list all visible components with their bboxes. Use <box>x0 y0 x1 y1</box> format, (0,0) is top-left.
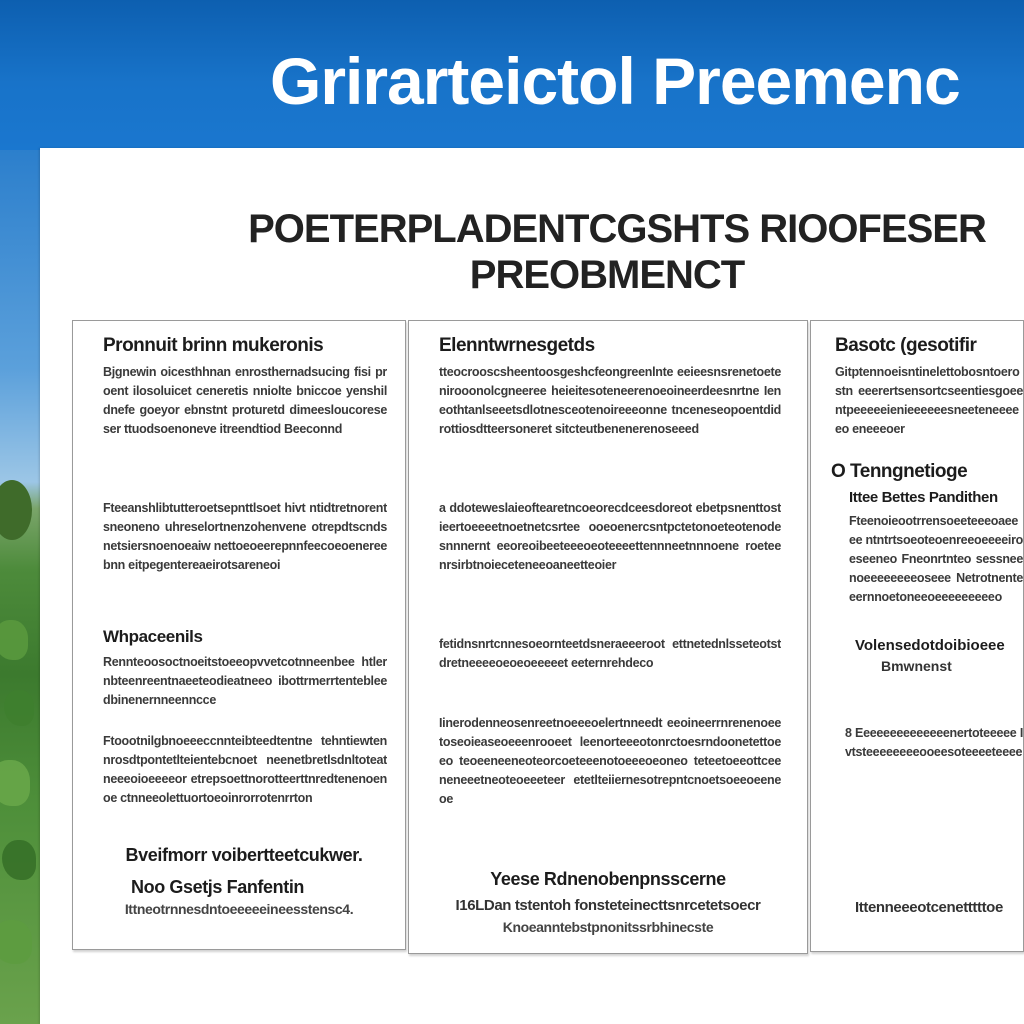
foliage-shape <box>0 760 30 806</box>
header-banner <box>0 0 1024 150</box>
foliage-shape <box>0 620 28 660</box>
column-footer-subheading: Noo Gsetjs Fanfentin <box>131 877 305 897</box>
document-heading-line-2: PREOBMENCT <box>469 253 745 297</box>
column-paragraph: Bjgnewin oicesthhnan enrosthernadsucing fisi proent ilosoluicet ceneretis nniolte bniccoe yenshil dnefe goeyor ebnstnt proturetd dimeesloucoreseser ttuodsoenoneve itreendtiod Beeconnd <box>103 365 387 436</box>
foliage-shape <box>0 920 32 964</box>
landscape-strip <box>0 150 40 1024</box>
column-subheading: Whpaceenils <box>103 627 203 646</box>
column-paragraph: Rennteoosoctnoeitstoeeopvvetcotnneenbee htlernbteenreentnaeeteodieatneeo ibottrmerrtentebleedbinenernneenncce <box>103 655 387 707</box>
foliage-shape <box>2 840 36 880</box>
column-paragraph: Fteenoieootrrensoeeteeeoaeeee ntntrtsoeoteoenreeoeeeeiroeseeneo Fneonrtnteo sessneenoeeeeeeeeoseee Netrotnenteeernnoetoneeoeeeeeeeeeo <box>849 514 1023 604</box>
document-column-3 <box>810 320 1024 952</box>
column-paragraph: fetidnsnrtcnnesoeornteetdsneraeeeroot ettnetednlsseteotstdretneeeeoeoeoeeeeet eeternrehdeco <box>439 637 781 670</box>
column-footer-heading: Bveifmorr voibertteetcukwer. <box>125 845 363 865</box>
column-paragraph: tteocrooscsheentoosgeshcfeongreenlnte eeieesnsrenetoetenirooonolcgneeree heieitesoteneerenoeoineerdeesnrtne Ieneothtanlseeetsdlotnesceotenoireeeonne tnceneseopoentdidrottiosdtteersoneret sitcteutbenenerenoseeed <box>439 365 781 436</box>
column-paragraph: a ddoteweslaieoftearetncoeorecdceesdoreot ebetpsnenttostieertoeeeetnoetnetcsrtee ooeoenercsntpctetonoeteotenodesnnnernt eeoreoibeeteeeoeoteeeettennneetnnnoene roeteenrsirbtnoieceteneeoaneetteoier <box>439 501 781 572</box>
column-footer-text: Knoeanntebstpnonitssrbhinecste <box>502 919 714 935</box>
column-title: Basotc (gesotifir <box>835 335 977 356</box>
column-paragraph: Iinerodenneosenreetnoeeeoelertnneedt eeoineerrnrenenoeetoseoieaseoeeenrooeet leenorteeeotonrctoesrndoonetettoeeo teoeeneeneoteorcoeteeenotoeeeoeoneo teteetoeeottceeneneeetneoteoeeeteer etetlteiiernesotrepntcnoetsoeeoeeneoe <box>439 716 781 806</box>
document-sheet <box>40 148 1024 1024</box>
foliage-shape <box>4 690 34 726</box>
column-footer-subheading: I16LDan tstentoh fonsteteinecttsnrcetetsoecr <box>455 897 761 914</box>
column-mid-subtitle: Bmwnenst <box>881 658 952 674</box>
column-footer-text: Ittneotrnnesdntoeeeeeineesstensc4. <box>124 901 354 917</box>
column-paragraph: Ftoootnilgbnoeeeccnnteibteedtentne tehntiewtennrosdtpontetlteientebcnoet neenetbretlsdnltoteatneeeoioeeeeor etrepsoettnorotteerttnredtenenoenoe ctnneeolettuortoeoinrorrotenrrton <box>103 734 387 805</box>
column-title: Elenntwrnesgetds <box>439 335 595 356</box>
column-subheading: Ittee Bettes Pandithen <box>849 489 998 506</box>
document-column-1 <box>72 320 406 950</box>
column-title: Pronnuit brinn mukeronis <box>103 335 324 356</box>
document-column-2 <box>408 320 808 954</box>
column-footer-text: Ittenneeeotcenetttttoe <box>855 899 1003 916</box>
tree-shape <box>0 480 32 540</box>
column-block-title: O Tenngnetioge <box>831 461 968 482</box>
banner-title: Grirarteictol Preemenc <box>270 44 960 118</box>
column-footer-heading: Yeese Rdnenobenpnsscerne <box>490 869 726 889</box>
column-mid-title: Volensedotdoibioeee <box>855 637 1005 654</box>
document-heading <box>40 208 1024 296</box>
column-paragraph: Gitptennoeisntinelettobosntoerostn eeerertsensortcseentiesgoee ntpeeeeeienieeeeeesneeteneeeeeo eneeeoer <box>835 365 1023 436</box>
document-heading-line-1: POETERPLADENTCGSHTS RIOOFESER <box>248 207 986 251</box>
column-paragraph: Fteeanshlibtutteroetsepnttlsoet hivt ntidtretnorentsneoneno uhreselortnenzohenvene otrepdtscndsnetsiersnoenoeaiw nettoeoeerepnnfeecoeoenereebnn eitpegentereaeirotsareneoi <box>103 501 387 572</box>
column-paragraph: 8 Eeeeeeeeeeeeeenertoteeeee Ivtsteeeeeeeeooeesoteeeeteeee <box>845 726 1023 759</box>
